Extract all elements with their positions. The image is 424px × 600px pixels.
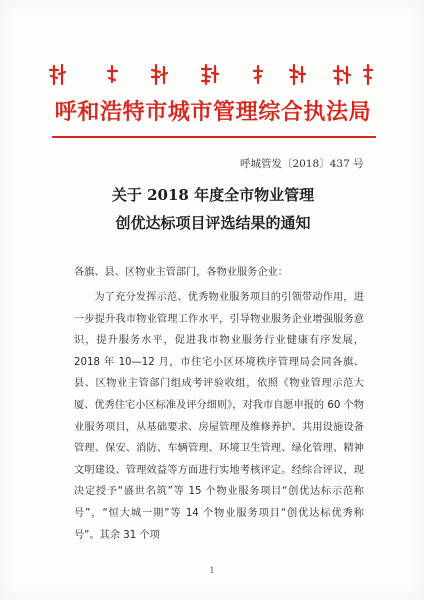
mongolian-script-glyphs [46,62,378,88]
document-title-line1: 关于 2018 年度全市物业管理 [111,186,315,204]
mongolian-header-script [46,62,378,88]
body-paragraph: 为了充分发挥示范、优秀物业服务项目的引领带动作用，进一步提升我市物业管理工作水平，引导物业服务企业增强服务意识，提升服务水平，促进我市物业服务行业健康有序发展，2018 年 10—12 月，市住宅小区环境秩序管理局会同各旗、县、区物业主管部门组成考评验收组，依照《物业管理示范大厦、优秀住宅小区标准及评分细则》，对我市自愿申报的 60 个物业服务项目，从基础要求、房屋管理及维修养护、共用设施设备管理、保安、消防、车辆管理、环境卫生管理、绿化管理、精神文明建设、管理效益等方面进行实地考核评定。经综合评议，现决定授予“盛世名筑”等 15 个物业服务项目“创优达标示范称号”，“恒大城一期”等 14 个物业服务项目“创优达标优秀称号”。其余 31 个项 [74,292,364,541]
page-number: 1 [209,566,215,575]
document-title-line2: 创优达标项目评选结果的通知 [115,214,311,232]
document-number: 呼城管发〔2018〕437 号 [240,158,364,170]
red-divider-rule [52,136,376,138]
salutation: 各旗、县、区物业主管部门，各物业服务企业： [74,267,288,278]
agency-title: 呼和浩特市城市管理综合执法局 [54,99,372,125]
